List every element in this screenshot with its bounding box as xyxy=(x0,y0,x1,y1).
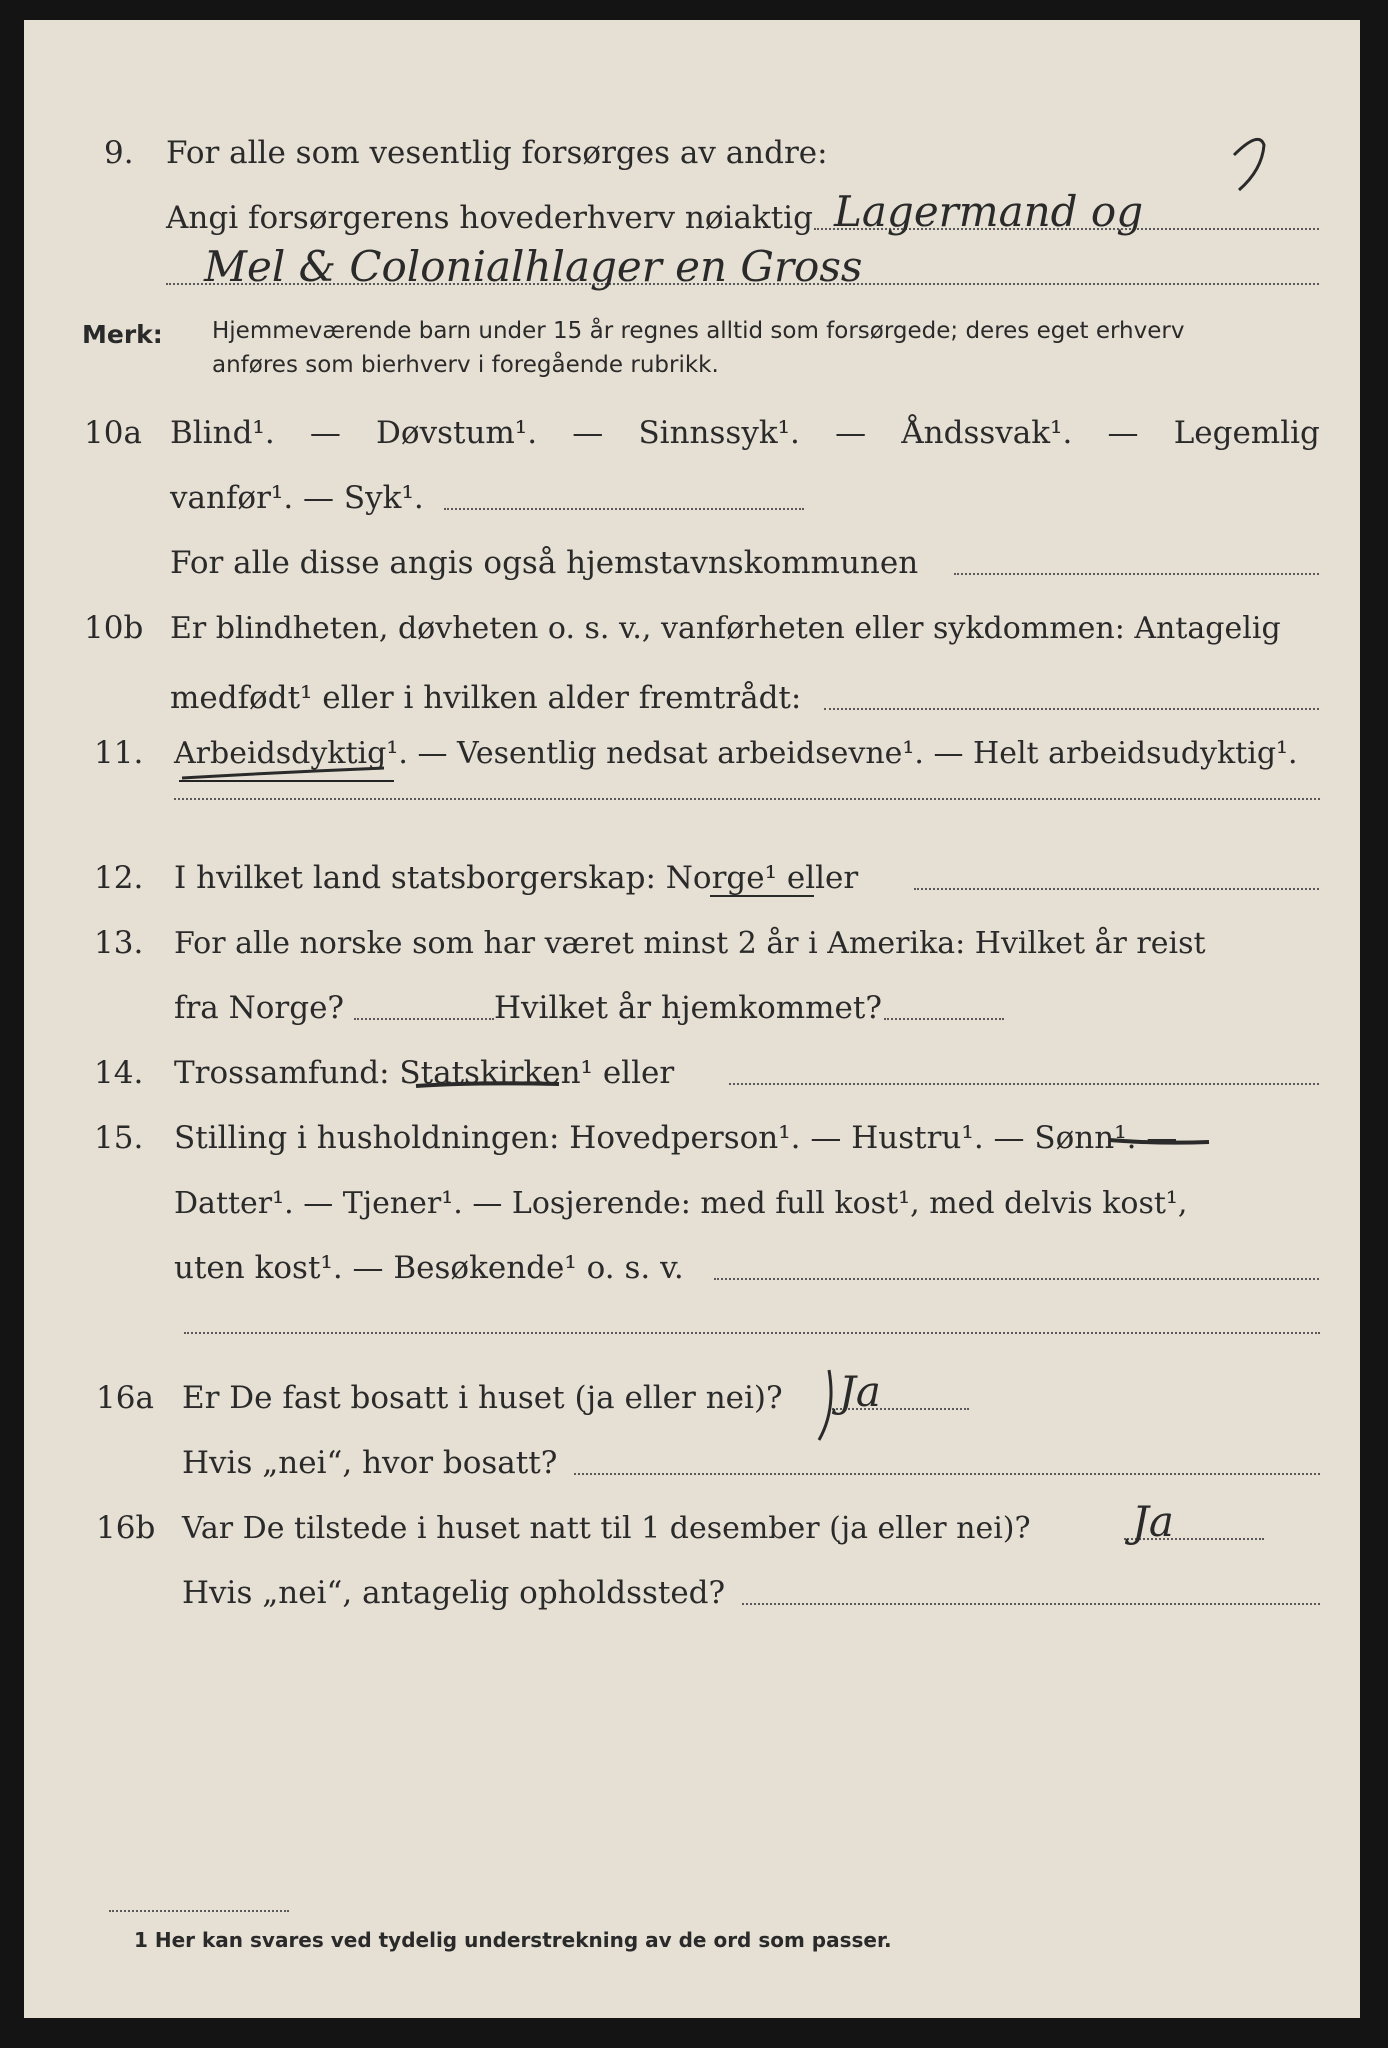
q16a-number: 16a xyxy=(96,1380,154,1416)
q11-number: 11. xyxy=(94,735,144,771)
q15-underline-stroke xyxy=(1109,1140,1209,1143)
q9-label: Angi forsørgerens hovederhverv nøiaktig xyxy=(166,200,813,236)
q10b-number: 10b xyxy=(84,610,144,646)
q9-handwritten-occupation: Lagermand og xyxy=(834,187,1144,236)
q10a-number: 10a xyxy=(84,415,142,451)
merk-label: Merk: xyxy=(82,320,163,349)
q15-text3: uten kost¹. — Besøkende¹ o. s. v. xyxy=(174,1250,684,1286)
option-legemlig[interactable]: Legemlig xyxy=(1173,415,1320,451)
q12-number: 12. xyxy=(94,860,144,896)
q15-text2: Datter¹. — Tjener¹. — Losjerende: med full kost¹, med delvis kost¹, xyxy=(174,1186,1188,1221)
dash: — xyxy=(309,415,341,451)
q13-text2b: Hvilket år hjemkommet? xyxy=(494,990,882,1026)
merk-line1: Hjemmeværende barn under 15 år regnes alltid som forsørgede; deres eget erhverv xyxy=(212,318,1185,344)
option-sinnssyk[interactable]: Sinnssyk¹. xyxy=(638,415,800,451)
q16a-text2: Hvis „nei“, hvor bosatt? xyxy=(182,1445,558,1481)
q15-text: Stilling i husholdningen: Hovedperson¹. — Hustru¹. — Sønn¹. — xyxy=(174,1120,1178,1156)
q10a-text2: vanfør¹. — Syk¹. xyxy=(170,480,424,516)
q13-text2a: fra Norge? xyxy=(174,990,345,1026)
q10b-text2: medfødt¹ eller i hvilken alder fremtrådt: xyxy=(170,680,802,716)
q16b-handwritten-answer: Ja xyxy=(1132,1497,1174,1546)
q14-text: Trossamfund: Statskirken¹ eller xyxy=(174,1055,675,1091)
q10b-text: Er blindheten, døvheten o. s. v., vanførheten eller sykdommen: Antagelig xyxy=(170,611,1281,646)
q16a-text: Er De fast bosatt i huset (ja eller nei)? xyxy=(182,1380,783,1416)
census-form-page xyxy=(24,20,1360,2018)
q16a-hand-stroke xyxy=(819,1370,831,1440)
option-andssvak[interactable]: Åndssvak¹. xyxy=(901,415,1073,451)
q12-text: I hvilket land statsborgerskap: Norge¹ eller xyxy=(174,860,859,896)
footnote-rule xyxy=(109,1910,289,1912)
q13-number: 13. xyxy=(94,925,144,961)
option-dovstum[interactable]: Døvstum¹. xyxy=(376,415,538,451)
q16b-text: Var De tilstede i huset natt til 1 desember (ja eller nei)? xyxy=(182,1511,1031,1546)
footnote: 1 Her kan svares ved tydelig understrekning av de ord som passer. xyxy=(134,1928,892,1952)
q14-underline-stroke xyxy=(416,1083,559,1086)
handwritten-marks xyxy=(24,20,1360,2018)
merk-line2: anføres som bierhverv i foregående rubrikk. xyxy=(212,352,719,378)
q9-handwritten-employer: Mel & Colonialhlager en Gross xyxy=(204,242,863,291)
q15-number: 15. xyxy=(94,1120,144,1156)
q16b-text2: Hvis „nei“, antagelig opholdssted? xyxy=(182,1575,726,1611)
q9-hand-stroke xyxy=(1234,139,1264,190)
q11-underline-stroke xyxy=(182,768,384,778)
dash: — xyxy=(572,415,604,451)
q9-text: For alle som vesentlig forsørges av andre: xyxy=(166,135,828,171)
q9-number: 9. xyxy=(104,135,134,171)
q11-text: Arbeidsdyktig¹. — Vesentlig nedsat arbeidsevne¹. — Helt arbeidsudyktig¹. xyxy=(174,736,1298,771)
q10a-text3: For alle disse angis også hjemstavnskommunen xyxy=(170,545,919,581)
dash: — xyxy=(835,415,867,451)
q13-text: For alle norske som har været minst 2 år i Amerika: Hvilket år reist xyxy=(174,926,1206,961)
dash: — xyxy=(1107,415,1139,451)
q14-number: 14. xyxy=(94,1055,144,1091)
q16b-number: 16b xyxy=(96,1510,156,1546)
q16a-handwritten-answer: Ja xyxy=(839,1367,881,1416)
option-blind[interactable]: Blind¹. xyxy=(170,415,275,451)
